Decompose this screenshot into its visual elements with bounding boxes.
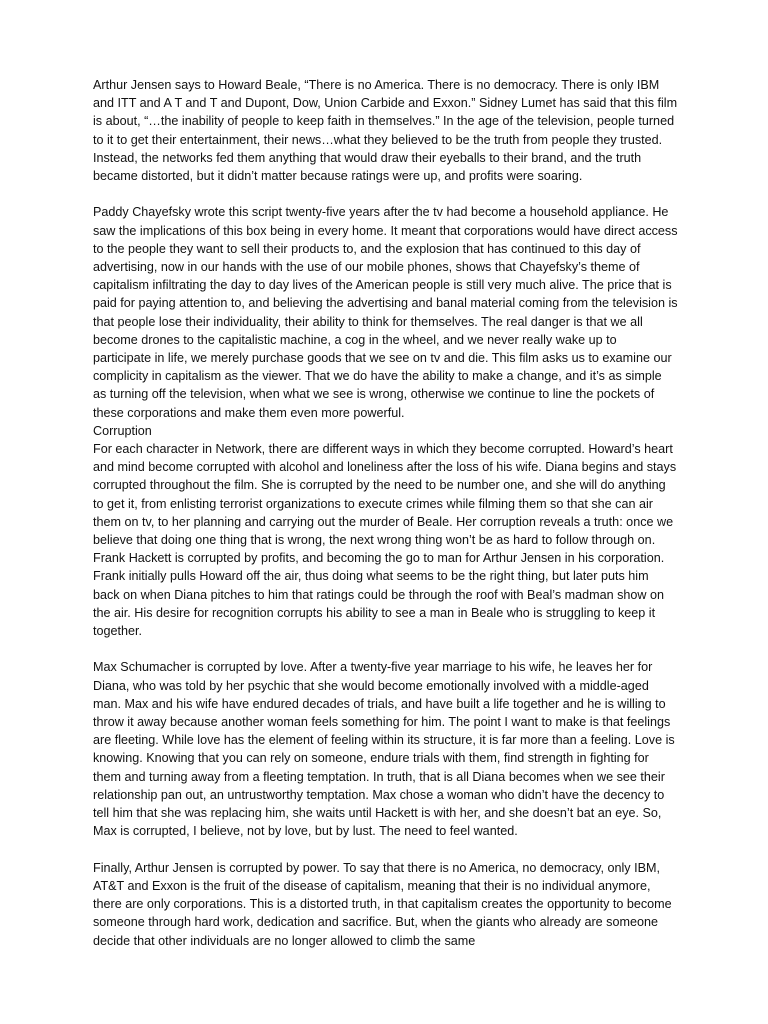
paragraph-gap: [93, 640, 678, 658]
paragraph-gap: [93, 185, 678, 203]
paragraph-corruption: For each character in Network, there are different ways in which they become corrupted. Howard’s heart and mind become corrupted with alcohol and loneliness after the loss of his wife. Diana begins and stays corrupted throughout the film. She is corrupted by the need to be number one, and she will do anything to get it, from enlisting terrorist organizations to execute crimes while filming them so that she can air them on tv, to her planning and carrying out the murder of Beale. Her corruption reveals a truth: once we believe that doing one thing that is wrong, the next wrong thing won’t be as hard to follow through on. Frank Hackett is corrupted by profits, and becoming the go to man for Arthur Jensen in his corporation. Frank initially pulls Howard off the air, thus doing what seems to be the right thing, but later puts him back on when Diana pitches to him that ratings could be through the roof with Beal’s madman show on the air. His desire for recognition corrupts his ability to see a man in Beale who is struggling to keep it together.: [93, 442, 677, 639]
paragraph-gap: [93, 841, 678, 859]
paragraph-intro: Arthur Jensen says to Howard Beale, “There is no America. There is no democracy. There is only IBM and ITT and A T and T and Dupont, Dow, Union Carbide and Exxon.” Sidney Lumet has said that this film is about, “…the inability of people to keep faith in themselves.” In the age of the television, people turned to it to get their entertainment, their news…what they believed to be the truth from people they trusted. Instead, the networks fed them anything that would draw their eyeballs to their brand, and the truth became distorted, but it didn’t matter because ratings were up, and profits were soaring.: [93, 78, 678, 184]
paragraph-max-schumacher: Max Schumacher is corrupted by love. After a twenty-five year marriage to his wife, he leaves her for Diana, who was told by her psychic that she would become emotionally involved with a middle-aged man. Max and his wife have endured decades of trials, and have built a life together and he is willing to throw it away because another woman feels something for him. The point I want to make is that feelings are fleeting. While love has the element of feeling within its structure, it is far more than a feeling. Love is knowing. Knowing that you can rely on someone, endure trials with them, find strength in fighting for them and turning away from a fleeting temptation. In truth, that is all Diana becomes when we see their relationship pan out, an untrustworthy temptation. Max chose a woman who didn’t have the decency to tell him that she was replacing him, she waits until Hackett is with her, and she doesn’t bat an eye. So, Max is corrupted, I believe, not by love, but by lust. The need to feel wanted.: [93, 660, 675, 839]
paragraph-arthur-jensen: Finally, Arthur Jensen is corrupted by power. To say that there is no America, no democracy, only IBM, AT&T and Exxon is the fruit of the disease of capitalism, meaning that their is no individual anymore, there are only corporations. This is a distorted truth, in that capitalism creates the opportunity to become someone through hard work, dedication and sacrifice. But, when the giants who already are someone decide that other individuals are no longer allowed to climb the same: [93, 860, 672, 948]
section-heading-corruption: Corruption: [93, 423, 152, 438]
paragraph-chayefsky: Paddy Chayefsky wrote this script twenty-five years after the tv had become a household appliance. He saw the implications of this box being in every home. It meant that corporations would have direct access to the people they want to sell their products to, and the explosion that has continued to this day of advertising, now in our hands with the use of our mobile phones, shows that Chayefsky’s theme of capitalism infiltrating the day to day lives of the American people is still very much alive. The price that is paid for paying attention to, and believing the advertising and banal material coming from the television is that people lose their individuality, their ability to think for themselves. The real danger is that we all become drones to the capitalistic machine, a cog in the wheel, and we never really wake up to participate in life, we merely purchase goods that we see on tv and die. This film asks us to examine our complicity in capitalism as the viewer. That we do have the ability to make a change, and it’s as simple as turning off the television, when what we see is wrong, otherwise we continue to line the pockets of these corporations and make them even more powerful.: [93, 205, 678, 420]
